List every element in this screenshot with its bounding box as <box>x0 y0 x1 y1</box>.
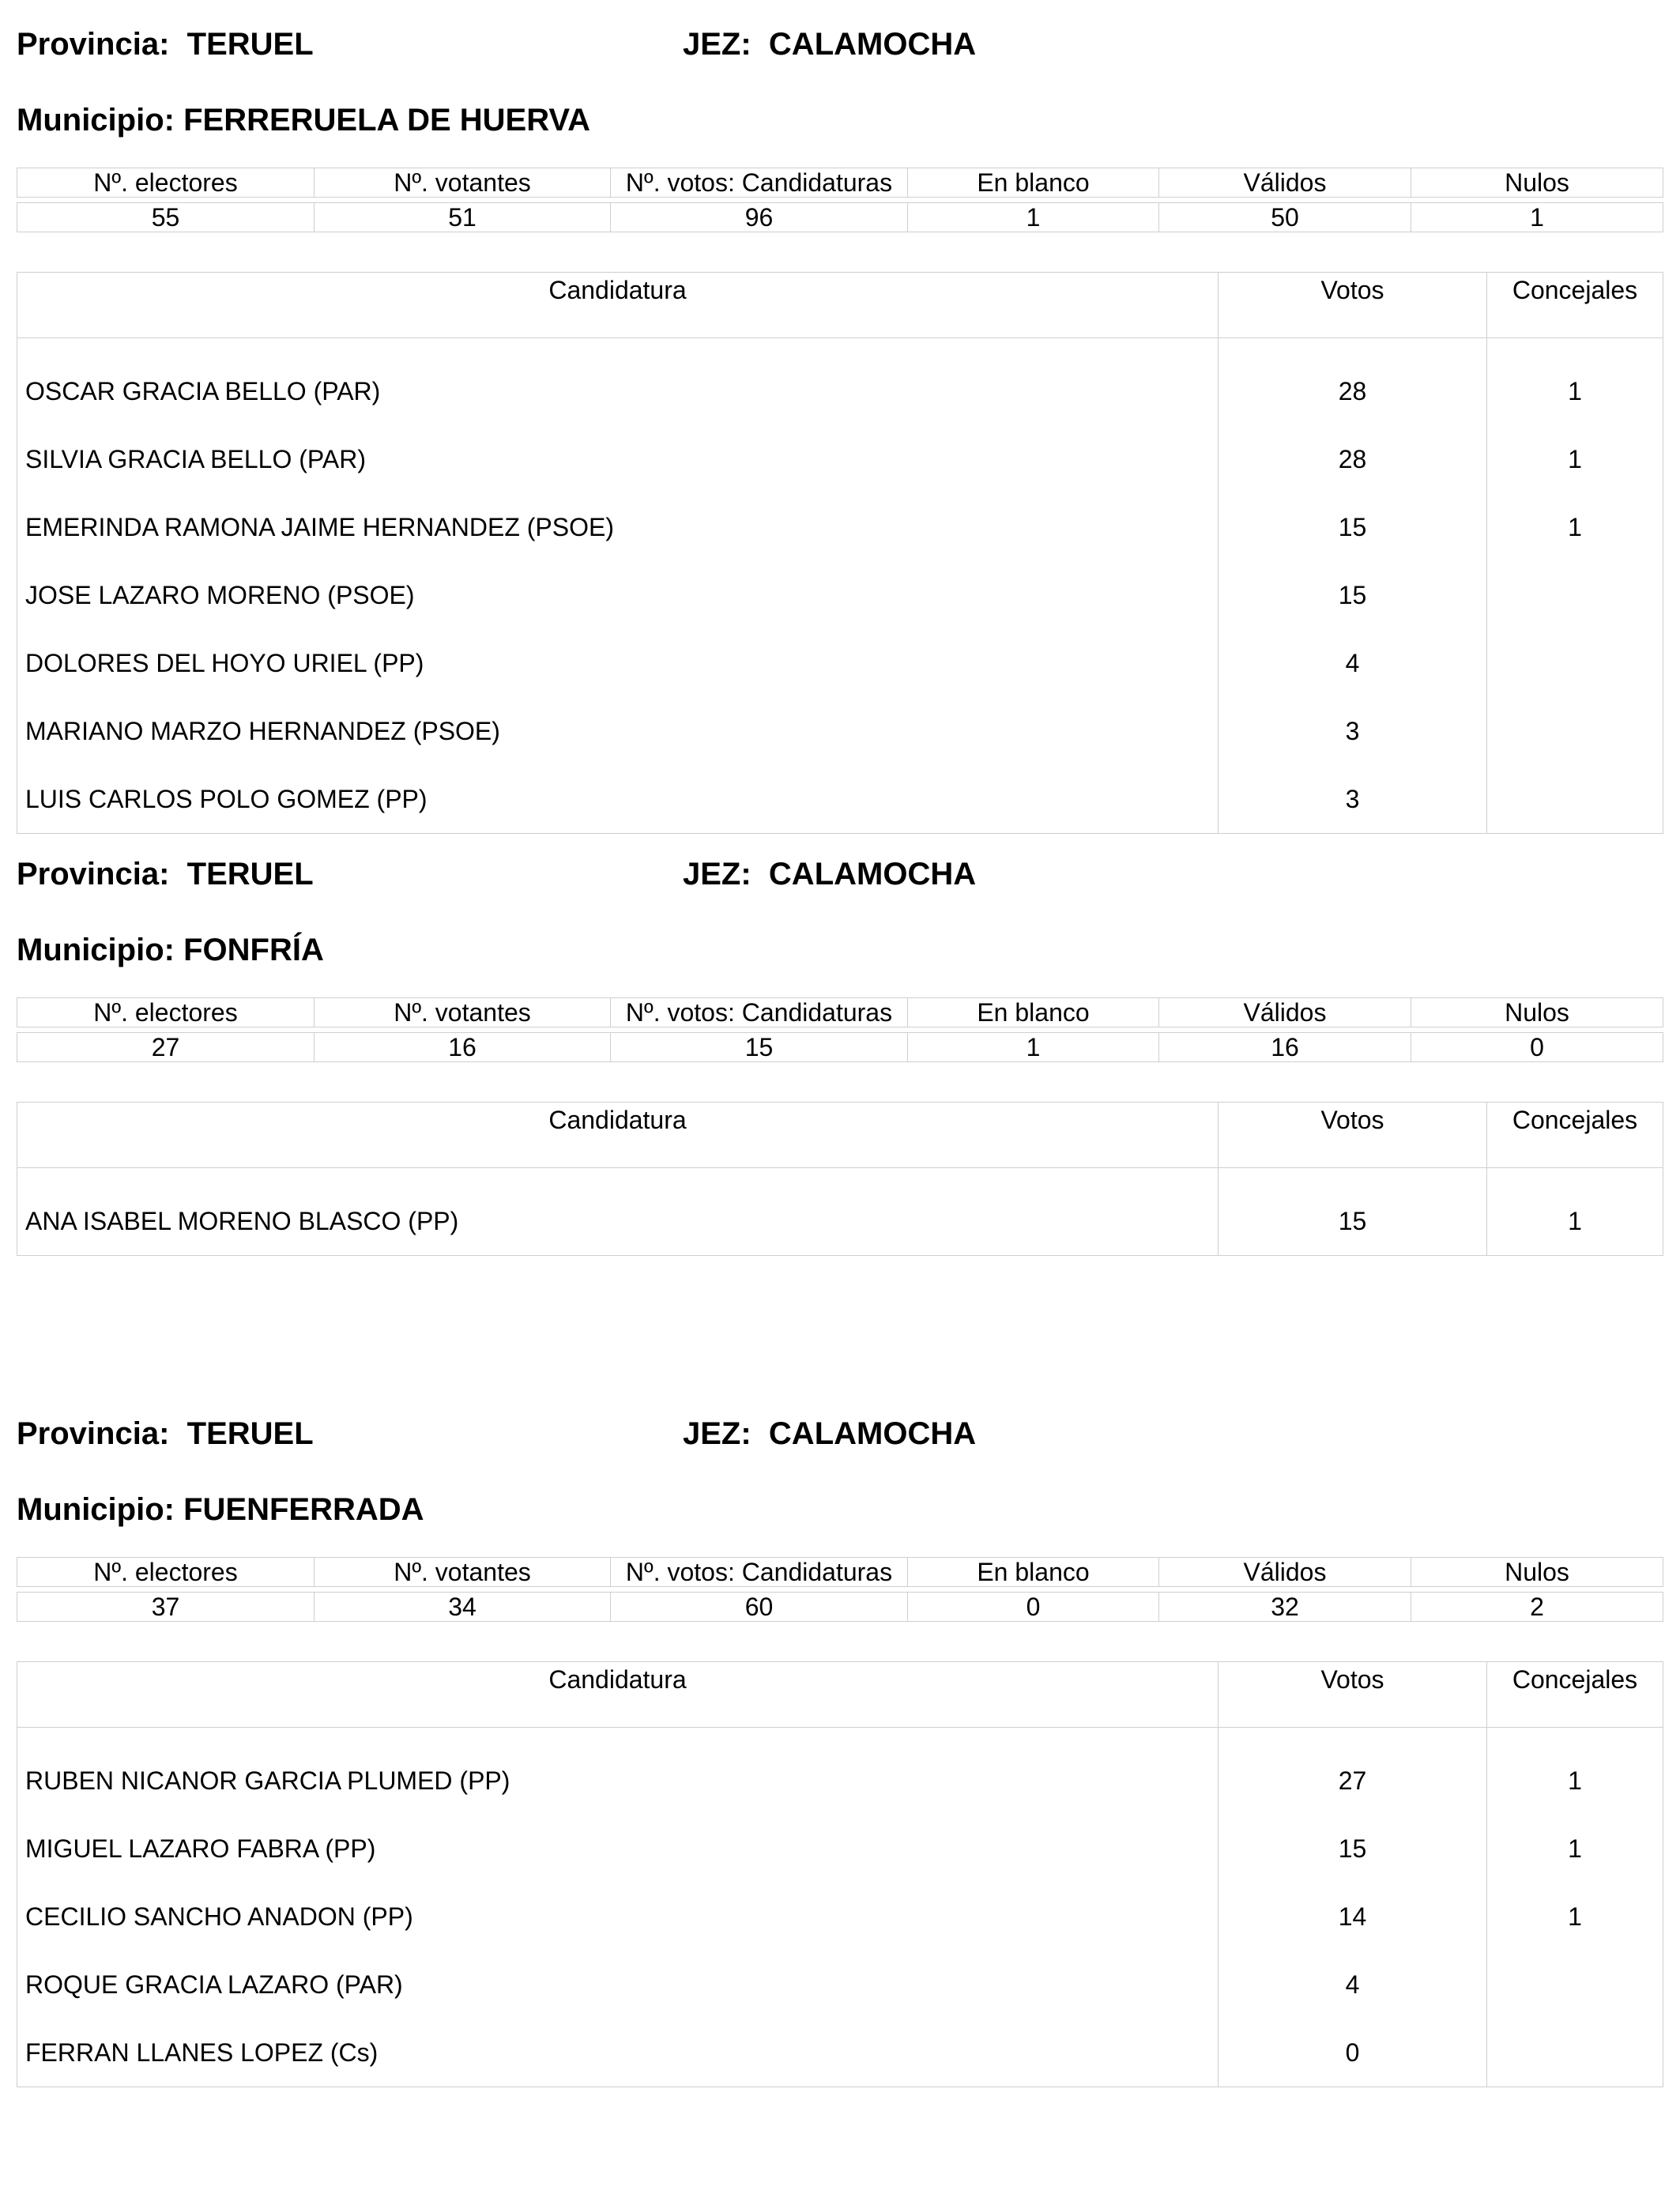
candidate-row <box>17 1815 1663 1883</box>
stats-header-cell: Nº. electores <box>17 1558 315 1587</box>
stats-header-cell: Nº. votantes <box>315 998 611 1027</box>
candidate-seats: 1 <box>1487 1168 1663 1256</box>
stats-value-cell: 27 <box>17 1033 315 1062</box>
candidates-header-cell: Concejales <box>1487 1662 1663 1728</box>
candidates-header-cell: Votos <box>1219 1662 1487 1728</box>
candidate-name: ROQUE GRACIA LAZARO (PAR) <box>17 1951 1219 2019</box>
candidate-seats: 1 <box>1487 338 1663 426</box>
stats-header-cell: Válidos <box>1159 998 1411 1027</box>
stats-header-cell: Nº. votos: Candidaturas <box>611 1558 908 1587</box>
stats-value-cell: 55 <box>17 203 315 232</box>
candidate-name: JOSE LAZARO MORENO (PSOE) <box>17 561 1219 629</box>
jez-heading <box>683 855 976 893</box>
candidate-votes: 14 <box>1219 1883 1487 1951</box>
stats-table <box>17 1557 1663 1622</box>
candidate-name: EMERINDA RAMONA JAIME HERNANDEZ (PSOE) <box>17 493 1219 561</box>
jez-label: JEZ: <box>683 857 751 892</box>
stats-header-cell: Nº. electores <box>17 168 315 198</box>
candidates-header-cell: Votos <box>1219 1103 1487 1168</box>
stats-value-cell: 1 <box>908 1033 1159 1062</box>
stats-value-row <box>17 1593 1663 1622</box>
candidate-row <box>17 697 1663 765</box>
candidate-seats: 1 <box>1487 1883 1663 1951</box>
candidates-table <box>17 272 1663 834</box>
municipio-value: FERRERUELA DE HUERVA <box>183 103 590 138</box>
municipio-label: Municipio: <box>17 103 175 138</box>
candidates-header-cell: Votos <box>1219 273 1487 338</box>
jez-value: CALAMOCHA <box>768 857 977 892</box>
candidate-name: OSCAR GRACIA BELLO (PAR) <box>17 338 1219 426</box>
candidate-seats <box>1487 765 1663 834</box>
jez-label: JEZ: <box>683 27 751 62</box>
candidate-votes: 28 <box>1219 338 1487 426</box>
candidate-seats: 1 <box>1487 1728 1663 1815</box>
candidate-seats <box>1487 561 1663 629</box>
candidate-row <box>17 338 1663 426</box>
stats-value-cell: 51 <box>315 203 611 232</box>
stats-header-cell: Nulos <box>1411 168 1663 198</box>
stats-value-cell: 50 <box>1159 203 1411 232</box>
candidate-row <box>17 561 1663 629</box>
stats-value-cell: 16 <box>315 1033 611 1062</box>
municipio-label: Municipio: <box>17 933 175 967</box>
jez-value: CALAMOCHA <box>768 27 977 62</box>
candidate-seats <box>1487 1951 1663 2019</box>
stats-header-cell: Válidos <box>1159 1558 1411 1587</box>
stats-value-cell: 15 <box>611 1033 908 1062</box>
candidate-name: RUBEN NICANOR GARCIA PLUMED (PP) <box>17 1728 1219 1815</box>
candidate-votes: 4 <box>1219 1951 1487 2019</box>
stats-value-cell: 32 <box>1159 1593 1411 1622</box>
stats-value-cell: 34 <box>315 1593 611 1622</box>
candidate-name: ANA ISABEL MORENO BLASCO (PP) <box>17 1168 1219 1256</box>
candidate-seats: 1 <box>1487 493 1663 561</box>
provincia-value: TERUEL <box>186 857 314 892</box>
jez-label: JEZ: <box>683 1416 751 1451</box>
stats-header-cell: Nº. votos: Candidaturas <box>611 168 908 198</box>
candidates-header-cell: Candidatura <box>17 1662 1219 1728</box>
candidate-votes: 4 <box>1219 629 1487 697</box>
provincia-label: Provincia: <box>17 27 170 62</box>
stats-header-cell: Válidos <box>1159 168 1411 198</box>
stats-table <box>17 168 1663 232</box>
candidates-header-cell: Concejales <box>1487 273 1663 338</box>
candidates-header-cell: Candidatura <box>17 1103 1219 1168</box>
candidate-row <box>17 425 1663 493</box>
stats-header-cell: En blanco <box>908 168 1159 198</box>
candidates-header-row <box>17 1103 1663 1168</box>
provincia-label: Provincia: <box>17 1416 170 1451</box>
stats-header-cell: Nulos <box>1411 1558 1663 1587</box>
stats-value-cell: 0 <box>1411 1033 1663 1062</box>
municipio-heading <box>17 931 324 969</box>
stats-header-cell: En blanco <box>908 1558 1159 1587</box>
municipio-label: Municipio: <box>17 1492 175 1527</box>
stats-header-row <box>17 998 1663 1027</box>
provincia-value: TERUEL <box>186 27 314 62</box>
stats-header-cell: En blanco <box>908 998 1159 1027</box>
candidate-name: LUIS CARLOS POLO GOMEZ (PP) <box>17 765 1219 834</box>
candidate-votes: 15 <box>1219 493 1487 561</box>
candidates-header-row <box>17 1662 1663 1728</box>
stats-value-cell: 1 <box>908 203 1159 232</box>
candidate-row <box>17 1951 1663 2019</box>
stats-value-cell: 0 <box>908 1593 1159 1622</box>
candidate-row <box>17 1168 1663 1256</box>
stats-header-cell: Nº. electores <box>17 998 315 1027</box>
candidate-seats <box>1487 2019 1663 2087</box>
jez-value: CALAMOCHA <box>768 1416 977 1451</box>
candidate-votes: 28 <box>1219 425 1487 493</box>
candidate-votes: 3 <box>1219 765 1487 834</box>
candidate-row <box>17 629 1663 697</box>
candidate-votes: 0 <box>1219 2019 1487 2087</box>
candidate-name: SILVIA GRACIA BELLO (PAR) <box>17 425 1219 493</box>
stats-value-cell: 2 <box>1411 1593 1663 1622</box>
jez-heading <box>683 25 976 63</box>
stats-header-row <box>17 1558 1663 1587</box>
stats-value-row <box>17 1033 1663 1062</box>
candidate-seats: 1 <box>1487 425 1663 493</box>
candidates-header-cell: Candidatura <box>17 273 1219 338</box>
candidate-row <box>17 765 1663 834</box>
candidate-name: FERRAN LLANES LOPEZ (Cs) <box>17 2019 1219 2087</box>
stats-header-cell: Nº. votantes <box>315 168 611 198</box>
stats-value-cell: 37 <box>17 1593 315 1622</box>
candidate-name: MARIANO MARZO HERNANDEZ (PSOE) <box>17 697 1219 765</box>
stats-value-cell: 16 <box>1159 1033 1411 1062</box>
candidate-votes: 3 <box>1219 697 1487 765</box>
stats-value-cell: 60 <box>611 1593 908 1622</box>
candidates-table <box>17 1102 1663 1256</box>
candidate-seats <box>1487 697 1663 765</box>
candidate-seats: 1 <box>1487 1815 1663 1883</box>
provincia-heading <box>17 1415 314 1453</box>
candidates-header-row <box>17 273 1663 338</box>
candidate-row <box>17 493 1663 561</box>
stats-table <box>17 997 1663 1062</box>
candidate-seats <box>1487 629 1663 697</box>
municipio-value: FONFRÍA <box>183 933 324 967</box>
candidate-votes: 15 <box>1219 1815 1487 1883</box>
stats-header-cell: Nº. votos: Candidaturas <box>611 998 908 1027</box>
candidate-row <box>17 2019 1663 2087</box>
provincia-heading <box>17 855 314 893</box>
candidate-name: CECILIO SANCHO ANADON (PP) <box>17 1883 1219 1951</box>
provincia-value: TERUEL <box>186 1416 314 1451</box>
stats-header-row <box>17 168 1663 198</box>
candidate-votes: 15 <box>1219 1168 1487 1256</box>
municipio-heading <box>17 101 590 139</box>
provincia-heading <box>17 25 314 63</box>
municipio-heading <box>17 1491 424 1529</box>
candidate-name: DOLORES DEL HOYO URIEL (PP) <box>17 629 1219 697</box>
candidates-table <box>17 1661 1663 2087</box>
candidate-row <box>17 1883 1663 1951</box>
stats-value-cell: 96 <box>611 203 908 232</box>
candidate-votes: 27 <box>1219 1728 1487 1815</box>
candidate-name: MIGUEL LAZARO FABRA (PP) <box>17 1815 1219 1883</box>
jez-heading <box>683 1415 976 1453</box>
municipio-value: FUENFERRADA <box>183 1492 424 1527</box>
provincia-label: Provincia: <box>17 857 170 892</box>
stats-header-cell: Nº. votantes <box>315 1558 611 1587</box>
stats-header-cell: Nulos <box>1411 998 1663 1027</box>
candidate-votes: 15 <box>1219 561 1487 629</box>
candidate-row <box>17 1728 1663 1815</box>
stats-value-cell: 1 <box>1411 203 1663 232</box>
candidates-header-cell: Concejales <box>1487 1103 1663 1168</box>
stats-value-row <box>17 203 1663 232</box>
